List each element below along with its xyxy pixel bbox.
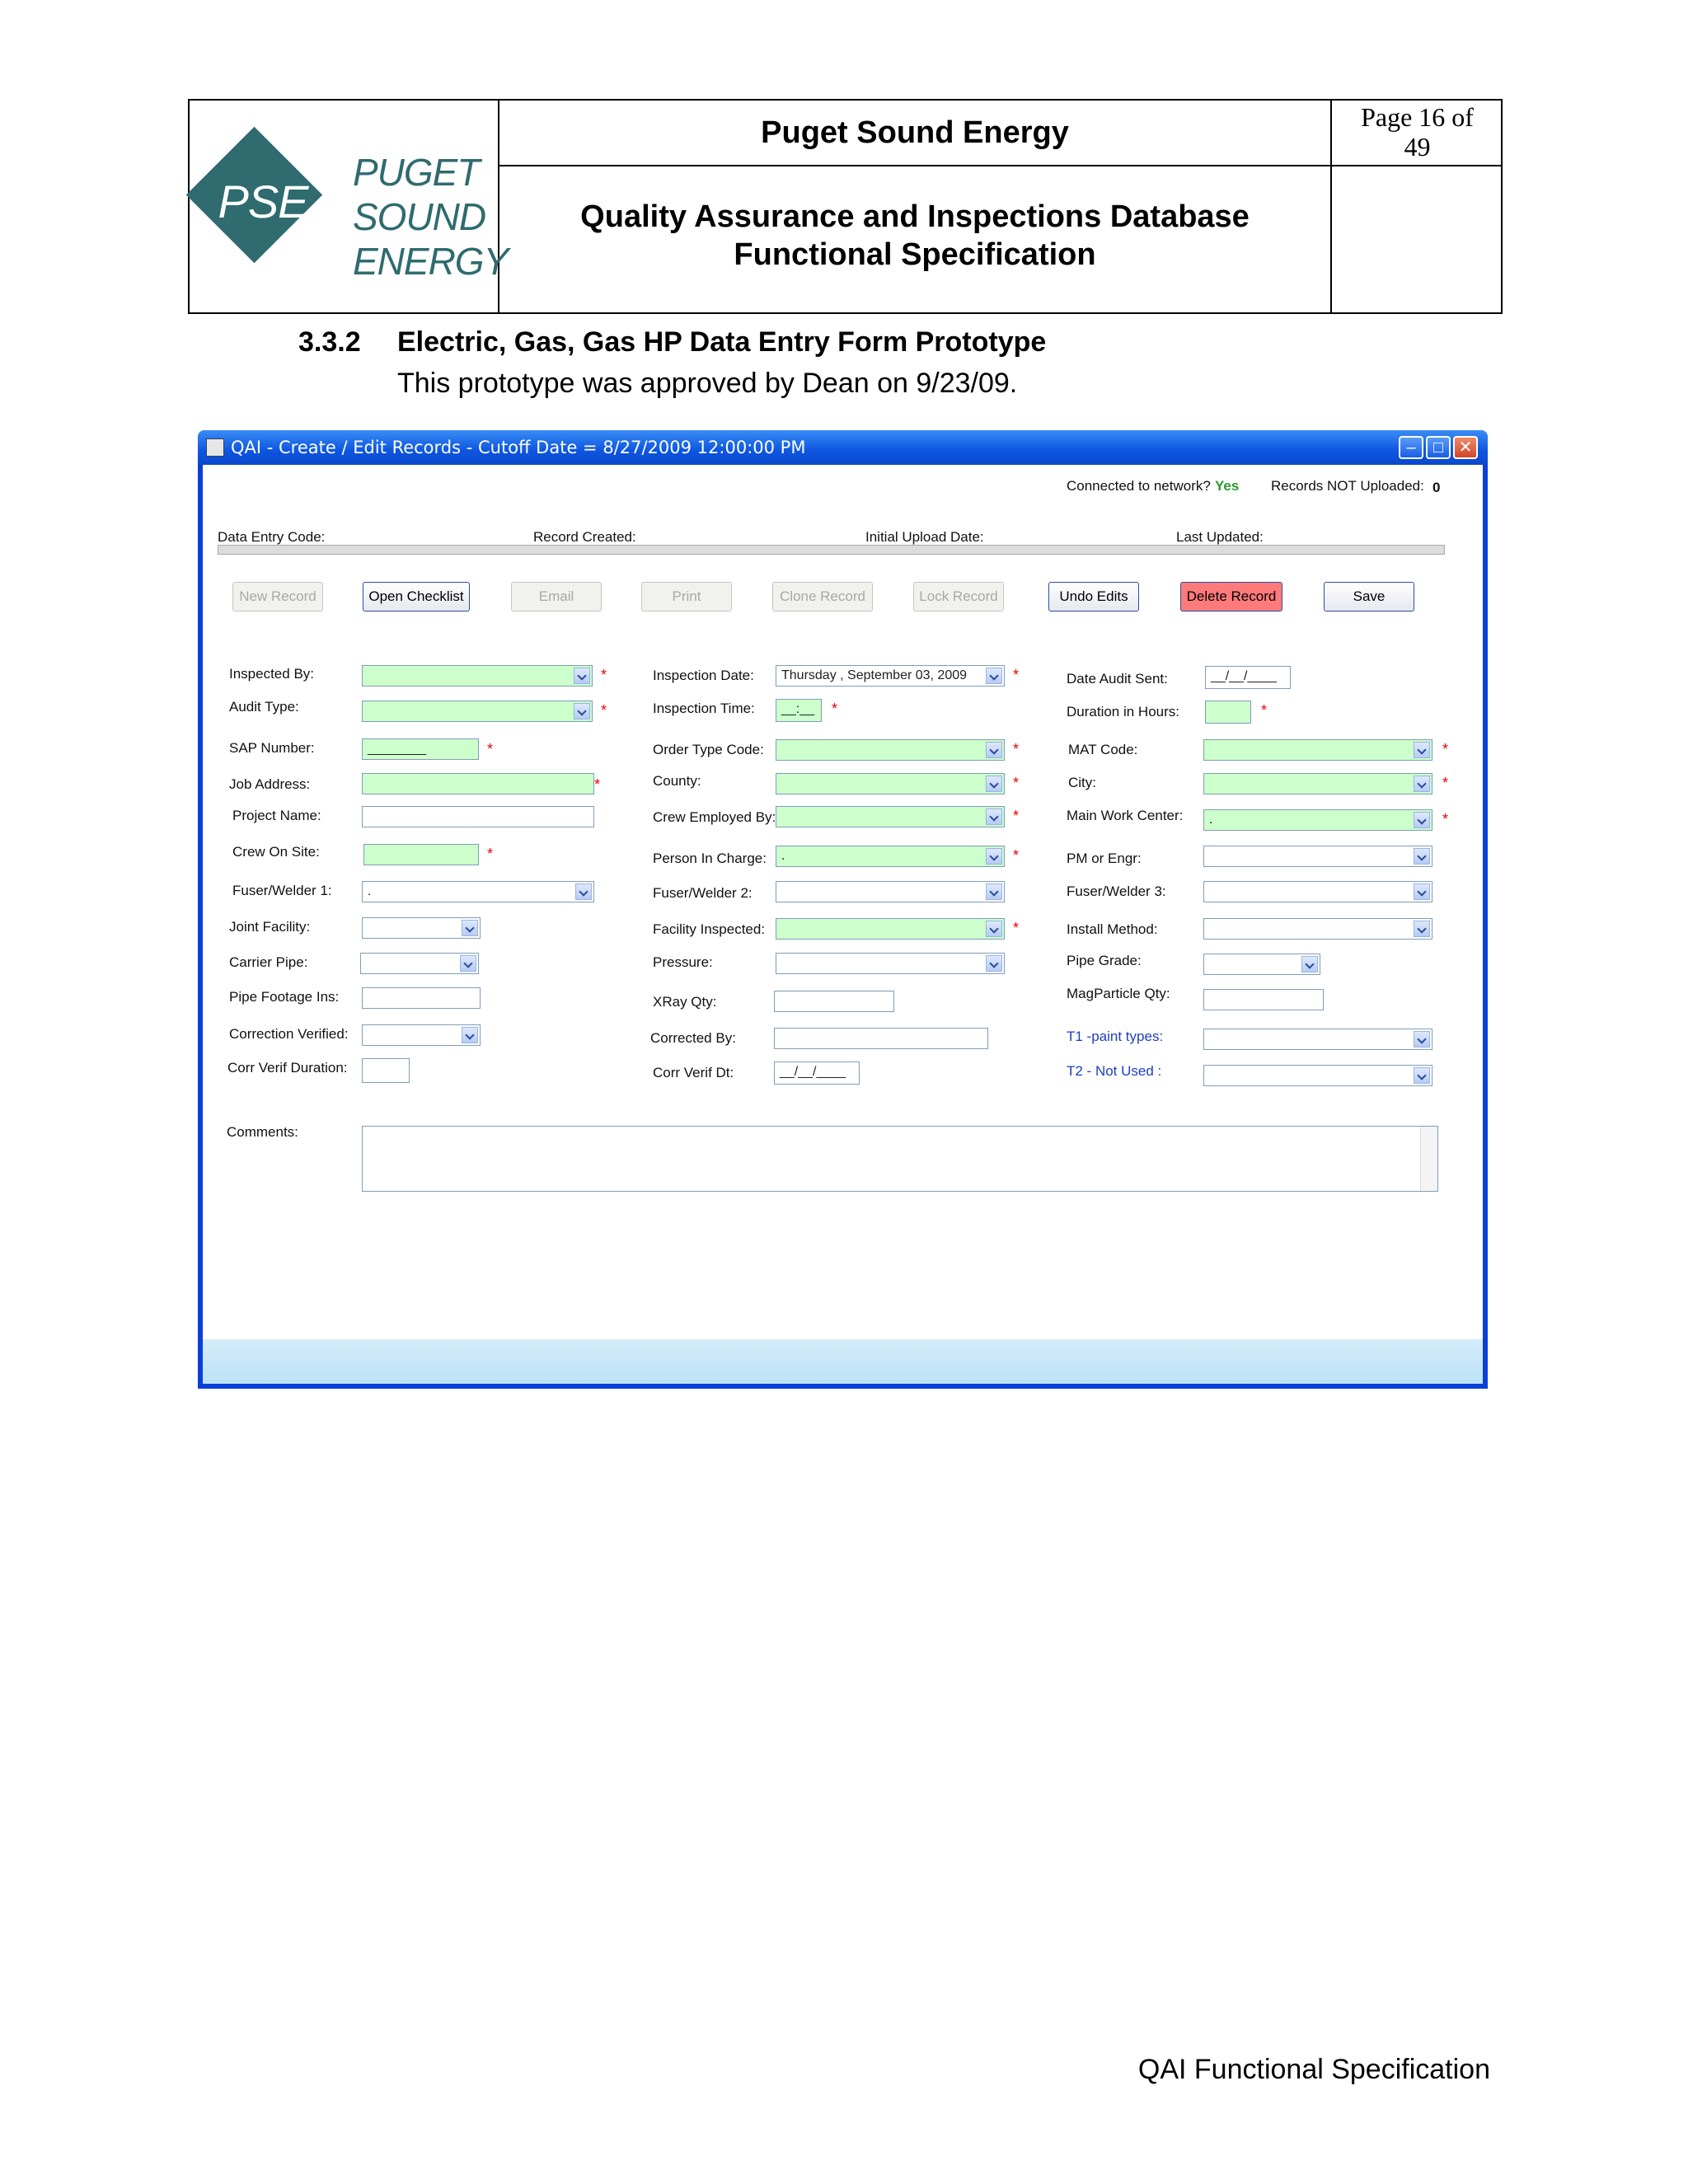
corrected-by-field[interactable] bbox=[774, 1028, 988, 1049]
t2-not-used-label: T2 - Not Used : bbox=[1067, 1063, 1162, 1079]
record-created-label: Record Created: bbox=[533, 529, 636, 545]
mat-code-select[interactable] bbox=[1203, 739, 1432, 761]
chevron-down-icon[interactable] bbox=[574, 668, 590, 684]
person-in-charge-value: . bbox=[781, 849, 785, 863]
county-label: County: bbox=[653, 773, 701, 789]
inspection-date-picker[interactable] bbox=[776, 665, 1005, 687]
duration-hours-field[interactable] bbox=[1205, 701, 1251, 724]
page-number-line: Page 16 of bbox=[1361, 102, 1474, 132]
magparticle-qty-label: MagParticle Qty: bbox=[1067, 986, 1170, 1001]
chevron-down-icon[interactable] bbox=[1301, 956, 1318, 972]
order-type-code-label: Order Type Code: bbox=[653, 742, 764, 757]
facility-inspected-select[interactable] bbox=[776, 918, 1005, 940]
order-type-code-select[interactable] bbox=[776, 739, 1005, 761]
crew-employed-by-label: Crew Employed By: bbox=[653, 809, 776, 825]
chevron-down-icon[interactable] bbox=[986, 808, 1002, 825]
required-marker: * bbox=[1013, 808, 1020, 824]
logo-wordmark bbox=[353, 150, 508, 284]
section-description: This prototype was approved by Dean on 9/23/09. bbox=[397, 368, 1018, 399]
chevron-down-icon[interactable] bbox=[1414, 1067, 1430, 1084]
email-button[interactable]: Email bbox=[511, 582, 602, 612]
logo-mark: PSE bbox=[218, 176, 308, 227]
save-button[interactable]: Save bbox=[1324, 582, 1414, 612]
chevron-down-icon[interactable] bbox=[986, 668, 1002, 684]
inspection-date-value: Thursday , September 03, 2009 bbox=[781, 668, 968, 682]
t1-paint-types-select[interactable] bbox=[1203, 1029, 1432, 1050]
t2-not-used-select[interactable] bbox=[1203, 1065, 1432, 1086]
job-address-label: Job Address: bbox=[229, 776, 311, 792]
window-titlebar[interactable] bbox=[198, 430, 1488, 465]
audit-type-select[interactable] bbox=[362, 701, 593, 722]
document-header bbox=[188, 99, 1503, 314]
fuser-welder-2-label: Fuser/Welder 2: bbox=[653, 885, 753, 901]
chevron-down-icon[interactable] bbox=[986, 921, 1002, 937]
carrier-pipe-label: Carrier Pipe: bbox=[229, 954, 308, 970]
chevron-down-icon[interactable] bbox=[574, 703, 590, 719]
chevron-down-icon[interactable] bbox=[1414, 1031, 1430, 1047]
required-marker: * bbox=[1013, 920, 1020, 936]
person-in-charge-select[interactable] bbox=[776, 846, 1005, 867]
sap-number-label: SAP Number: bbox=[229, 740, 315, 756]
required-marker: * bbox=[1013, 667, 1020, 683]
project-name-label: Project Name: bbox=[232, 808, 321, 823]
logo-line: SOUND bbox=[353, 195, 486, 238]
connected-value: Yes bbox=[1215, 478, 1240, 494]
clone-record-button[interactable]: Clone Record bbox=[772, 582, 873, 612]
company-name: Puget Sound Energy bbox=[761, 115, 1069, 150]
facility-inspected-label: Facility Inspected: bbox=[653, 921, 766, 937]
fuser-welder-1-label: Fuser/Welder 1: bbox=[232, 883, 332, 898]
city-label: City: bbox=[1068, 775, 1096, 790]
sap-number-field[interactable]: ________ bbox=[362, 738, 479, 760]
logo-line: ENERGY bbox=[353, 240, 509, 283]
fuser-welder-2-select[interactable] bbox=[776, 881, 1005, 902]
required-marker: * bbox=[594, 776, 601, 793]
city-select[interactable] bbox=[1203, 773, 1432, 794]
xray-qty-label: XRay Qty: bbox=[653, 994, 717, 1010]
required-marker: * bbox=[601, 702, 607, 719]
record-progress-bar bbox=[218, 545, 1445, 555]
crew-on-site-field[interactable] bbox=[363, 844, 479, 865]
pipe-footage-label: Pipe Footage Ins: bbox=[229, 989, 340, 1005]
inspection-time-label: Inspection Time: bbox=[653, 701, 755, 716]
chevron-down-icon[interactable] bbox=[460, 955, 476, 972]
page-number bbox=[1332, 102, 1503, 162]
chevron-down-icon[interactable] bbox=[986, 955, 1002, 972]
crew-employed-by-select[interactable] bbox=[776, 806, 1005, 827]
comments-textarea[interactable] bbox=[362, 1126, 1438, 1192]
mat-code-label: MAT Code: bbox=[1068, 742, 1138, 757]
required-marker: * bbox=[1442, 811, 1449, 827]
main-work-center-select[interactable] bbox=[1203, 809, 1432, 831]
window-title: QAI - Create / Edit Records - Cutoff Date = 8/27/2009 12:00:00 PM bbox=[231, 438, 806, 457]
magparticle-qty-field[interactable] bbox=[1203, 989, 1324, 1010]
chevron-down-icon[interactable] bbox=[1414, 921, 1430, 937]
corrected-by-label: Corrected By: bbox=[650, 1030, 736, 1046]
joint-facility-select[interactable] bbox=[362, 917, 481, 939]
open-checklist-button[interactable]: Open Checklist bbox=[363, 582, 470, 612]
new-record-button[interactable]: New Record bbox=[232, 582, 323, 612]
chevron-down-icon[interactable] bbox=[462, 1027, 478, 1043]
required-marker: * bbox=[1261, 702, 1268, 719]
county-select[interactable] bbox=[776, 773, 1005, 794]
required-marker: * bbox=[1442, 741, 1449, 757]
chevron-down-icon[interactable] bbox=[986, 883, 1002, 900]
app-icon bbox=[206, 438, 224, 457]
person-in-charge-label: Person In Charge: bbox=[653, 851, 767, 866]
document-title-line: Functional Specification bbox=[734, 237, 1096, 272]
inspection-time-field[interactable]: __:__ bbox=[776, 699, 822, 722]
comments-label: Comments: bbox=[227, 1124, 298, 1140]
section-number: 3.3.2 bbox=[298, 326, 361, 358]
app-window bbox=[198, 430, 1488, 1389]
minimize-icon[interactable]: – bbox=[1399, 436, 1423, 459]
chevron-down-icon[interactable] bbox=[1414, 883, 1430, 900]
records-not-uploaded-value: 0 bbox=[1432, 480, 1441, 495]
lock-record-button[interactable]: Lock Record bbox=[913, 582, 1004, 612]
required-marker: * bbox=[832, 701, 838, 717]
main-work-center-label: Main Work Center: bbox=[1067, 808, 1184, 823]
t1-paint-types-label: T1 -paint types: bbox=[1067, 1029, 1164, 1044]
chevron-down-icon[interactable] bbox=[1414, 812, 1430, 828]
document-title-line: Quality Assurance and Inspections Database bbox=[580, 199, 1250, 234]
corr-verif-duration-field[interactable] bbox=[362, 1058, 410, 1083]
pipe-grade-select[interactable] bbox=[1203, 954, 1320, 975]
chevron-down-icon[interactable] bbox=[986, 848, 1002, 865]
joint-facility-label: Joint Facility: bbox=[229, 919, 311, 935]
window-client bbox=[203, 465, 1483, 1384]
audit-type-label: Audit Type: bbox=[229, 699, 299, 715]
required-marker: * bbox=[1013, 741, 1020, 757]
initial-upload-label: Initial Upload Date: bbox=[865, 529, 984, 545]
pipe-footage-field[interactable] bbox=[362, 987, 481, 1009]
required-marker: * bbox=[1013, 847, 1020, 864]
close-icon[interactable]: ✕ bbox=[1453, 436, 1478, 459]
project-name-field[interactable] bbox=[362, 806, 594, 827]
chevron-down-icon[interactable] bbox=[1414, 776, 1430, 792]
print-button[interactable]: Print bbox=[641, 582, 732, 612]
required-marker: * bbox=[487, 846, 494, 862]
inspection-date-label: Inspection Date: bbox=[653, 668, 754, 683]
document-title bbox=[499, 198, 1330, 274]
install-method-label: Install Method: bbox=[1067, 921, 1158, 937]
header-divider bbox=[498, 165, 1501, 166]
pressure-label: Pressure: bbox=[653, 954, 713, 970]
page-number-line: 49 bbox=[1404, 132, 1431, 162]
pipe-grade-label: Pipe Grade: bbox=[1067, 953, 1142, 968]
correction-verified-select[interactable] bbox=[362, 1024, 481, 1046]
install-method-select[interactable] bbox=[1203, 918, 1432, 940]
chevron-down-icon[interactable] bbox=[986, 742, 1002, 758]
pressure-select[interactable] bbox=[776, 953, 1005, 974]
fuser-welder-1-select[interactable] bbox=[362, 881, 594, 902]
logo-line: PUGET bbox=[353, 151, 480, 194]
fuser-welder-1-value: . bbox=[368, 884, 372, 898]
fuser-welder-3-label: Fuser/Welder 3: bbox=[1067, 883, 1166, 899]
last-updated-label: Last Updated: bbox=[1176, 529, 1264, 545]
undo-edits-button[interactable]: Undo Edits bbox=[1048, 582, 1139, 612]
chevron-down-icon[interactable] bbox=[1414, 742, 1430, 758]
inspected-by-select[interactable] bbox=[362, 665, 593, 687]
fuser-welder-3-select[interactable] bbox=[1203, 881, 1432, 902]
corr-verif-dt-field[interactable]: __/__/____ bbox=[774, 1062, 860, 1085]
date-audit-sent-field[interactable]: __/__/____ bbox=[1205, 666, 1291, 689]
xray-qty-field[interactable] bbox=[774, 991, 894, 1012]
chevron-down-icon[interactable] bbox=[1414, 848, 1430, 865]
section-title: Electric, Gas, Gas HP Data Entry Form Prototype bbox=[397, 326, 1047, 358]
date-audit-sent-label: Date Audit Sent: bbox=[1067, 671, 1168, 687]
comments-scrollbar[interactable] bbox=[1420, 1127, 1437, 1191]
carrier-pipe-select[interactable] bbox=[360, 953, 479, 974]
pm-or-engr-label: PM or Engr: bbox=[1067, 851, 1142, 866]
pm-or-engr-select[interactable] bbox=[1203, 846, 1432, 867]
connected-label: Connected to network? bbox=[1067, 478, 1211, 494]
data-entry-code-label: Data Entry Code: bbox=[218, 529, 326, 545]
status-strip bbox=[203, 1339, 1483, 1384]
chevron-down-icon[interactable] bbox=[575, 883, 592, 900]
records-not-uploaded-label: Records NOT Uploaded: bbox=[1271, 478, 1424, 494]
job-address-field[interactable] bbox=[362, 773, 594, 794]
required-marker: * bbox=[1013, 775, 1020, 791]
maximize-icon[interactable]: □ bbox=[1426, 436, 1451, 459]
inspected-by-label: Inspected By: bbox=[229, 666, 315, 682]
corr-verif-dt-label: Corr Verif Dt: bbox=[653, 1065, 734, 1080]
delete-record-button[interactable]: Delete Record bbox=[1180, 582, 1282, 612]
crew-on-site-label: Crew On Site: bbox=[232, 844, 320, 860]
corr-verif-duration-label: Corr Verif Duration: bbox=[227, 1060, 348, 1076]
required-marker: * bbox=[1442, 775, 1449, 791]
chevron-down-icon[interactable] bbox=[462, 920, 478, 936]
required-marker: * bbox=[487, 741, 494, 757]
chevron-down-icon[interactable] bbox=[986, 776, 1002, 792]
duration-hours-label: Duration in Hours: bbox=[1067, 704, 1180, 719]
main-work-center-value: . bbox=[1209, 813, 1213, 827]
required-marker: * bbox=[601, 667, 607, 683]
page-footer: QAI Functional Specification bbox=[1137, 2054, 1490, 2085]
correction-verified-label: Correction Verified: bbox=[229, 1026, 349, 1042]
